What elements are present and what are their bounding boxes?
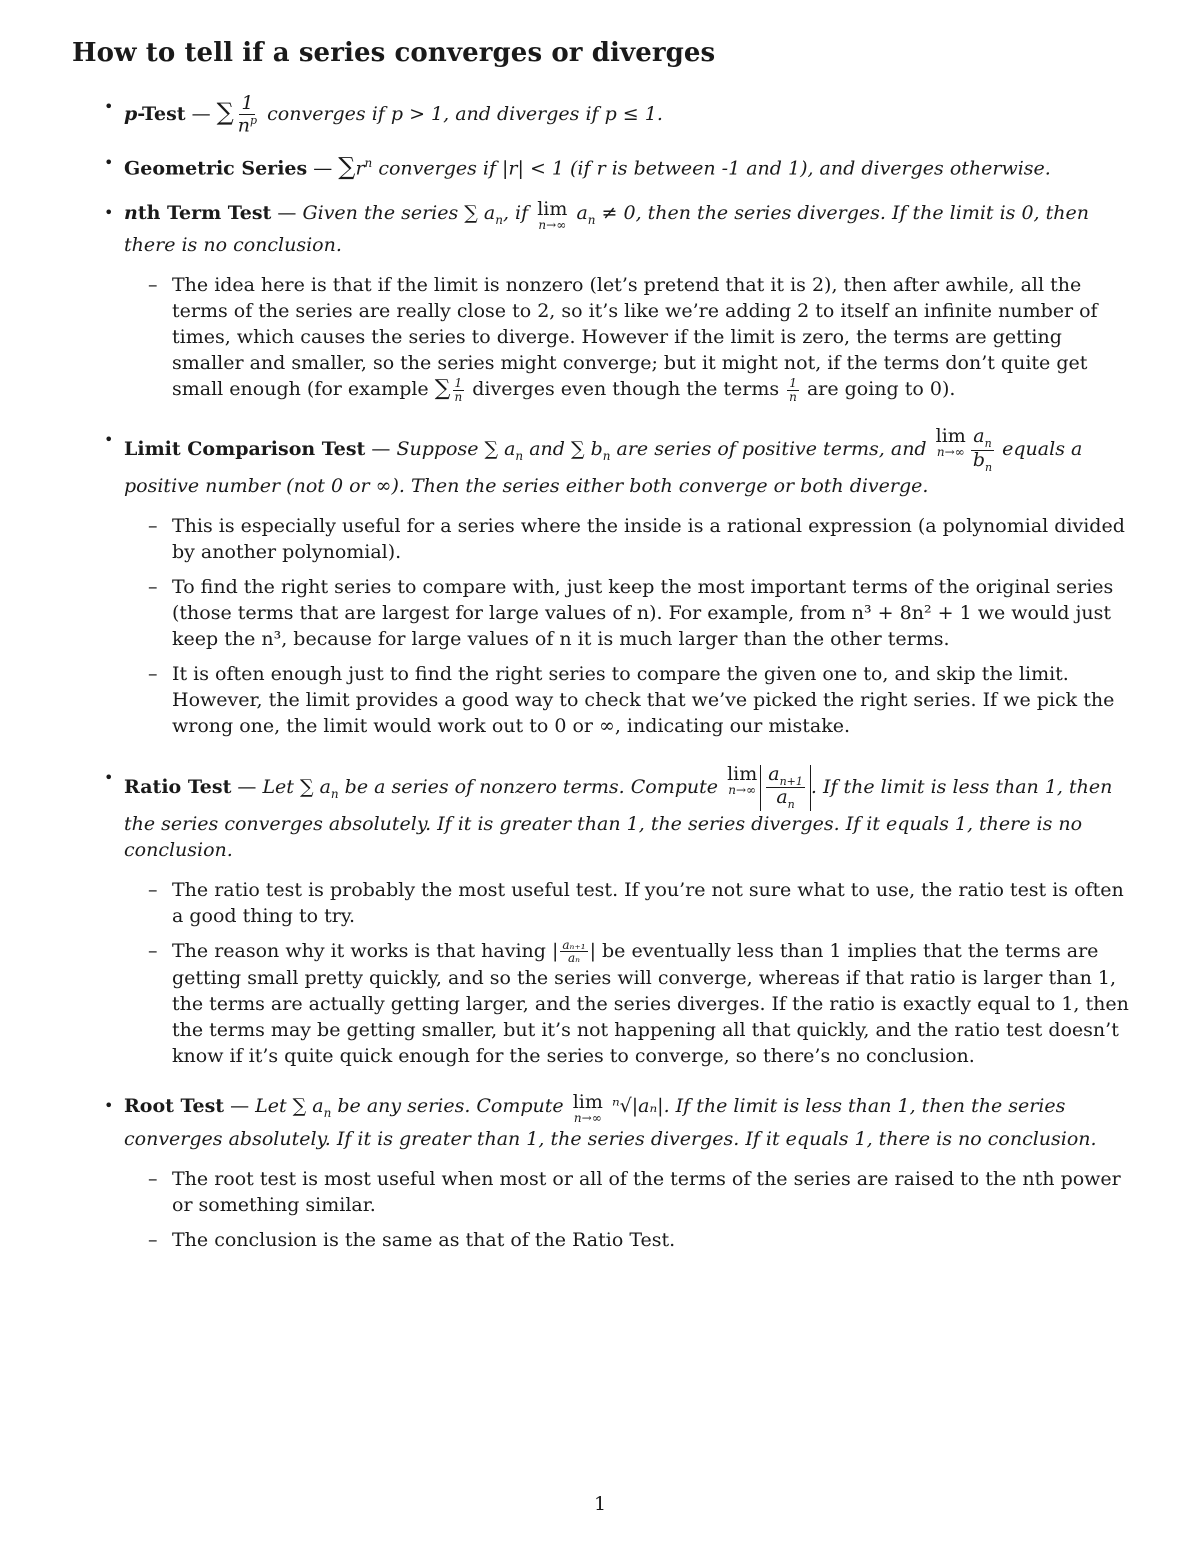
bullet: • bbox=[104, 768, 114, 788]
list-item: – The idea here is that if the limit is nonzero (let’s pretend that it is 2), then after awhile, all the terms of the series are really close to 2, so it’s like we’re adding 2 to itself an infinite number of times, which causes the series to diverge. However if the limit is zero, the terms are getting smaller and smaller, so the series might converge; but it might not, if the terms don’t quite get small enough (for example ∑ $\frac{1}{n}$ diverges even though the terms $\frac{1}{n}$ are going to 0). bbox=[148, 274, 1098, 404]
sum-symbol: ∑ bbox=[216, 98, 234, 127]
root-test-notes bbox=[72, 1166, 1132, 1253]
test-name: Limit Comparison Test bbox=[124, 438, 366, 461]
ratio-test-item: • Ratio Test — Let ∑ $a_n$ be a series of nonzero terms. Compute lim n→∞ $\frac{a_{n+1}}{a_n}$ . If the limit is less than 1, then the series converges absolutely. If it is greater than 1, the series diverges. If it equals 1, there is no conclusion. bbox=[104, 763, 1113, 861]
limit-comparison-notes bbox=[72, 513, 1132, 739]
geometric-series-item: • Geometric Series — $\sum r^n$ converges if |r| < 1 (if r is between -1 and 1), and diverges otherwise. bbox=[72, 150, 1132, 181]
list-item: – It is often enough just to find the right series to compare the given one to, and skip the limit. However, the limit provides a good way to check that we’ve picked the right series. If we pick the wrong one, the limit would work out to 0 or ∞, indicating our mistake. bbox=[148, 663, 1115, 738]
root-test-item: • Root Test — Let ∑ $a_n$ be any series. Compute lim n→∞ ⁿ√|aₙ|. If the limit is less than 1, then the series converges absolutely. If it is greater than 1, the series diverges. If it equals 1, there is no conclusion. bbox=[104, 1090, 1097, 1150]
fraction: $\frac{1}{n^p}$ bbox=[237, 92, 258, 137]
nth-term-notes bbox=[72, 272, 1132, 403]
document-page bbox=[72, 38, 1132, 1267]
sum-symbol: ∑ bbox=[338, 152, 356, 181]
test-name: p-Test bbox=[124, 103, 186, 126]
test-name: Geometric Series bbox=[124, 157, 308, 180]
list-item: – The conclusion is the same as that of the Ratio Test. bbox=[148, 1228, 676, 1251]
test-description: Suppose ∑ $a_n$ and ∑ $b_n$ are series of positive terms, and lim n→∞ $\frac{a_n}{b_n}$ equals a positive number (not 0 or ∞). Then the series either both converge or both diverge. bbox=[124, 425, 1083, 498]
bullet: • bbox=[104, 97, 114, 116]
limit-comparison-test-item: • Limit Comparison Test — Suppose ∑ $a_n$ and ∑ $b_n$ are series of positive terms, and lim n→∞ $\frac{a_n}{b_n}$ equals a positive number (not 0 or ∞). Then the series either both converge or both diverge. bbox=[104, 425, 1083, 498]
p-test-item: • p-Test — ∑ $\frac{1}{n^p}$ converges if p > 1, and diverges if p ≤ 1. bbox=[104, 92, 663, 137]
test-name: nth Term Test bbox=[124, 201, 272, 224]
list-item: – This is especially useful for a series where the inside is a rational expression (a polynomial divided by another polynomial). bbox=[148, 515, 1125, 564]
test-description: converges if |r| < 1 (if r is between -1 and 1), and diverges otherwise. bbox=[378, 157, 1051, 180]
page-number: 1 bbox=[593, 1493, 607, 1515]
list-item: – The root test is most useful when most or all of the terms of the series are raised to the nth power or something similar. bbox=[148, 1167, 1121, 1216]
list-item: – The reason why it works is that having | $\frac{\text{aₙ₊₁}}{\text{aₙ}}$ | be eventually less than 1 implies that the terms are getting small pretty quickly, and so the series will converge, whereas if that ratio is larger than 1, the terms are actually getting larger, and the series diverges. If the ratio is exactly equal to 1, then the terms may be getting smaller, but it’s not happening all that quickly, and the ratio test doesn’t know if it’s quite quick enough for the series to converge, so there’s no conclusion. bbox=[148, 937, 1129, 1067]
test-description: Given the series ∑ $a_n$, if lim n→∞ $a_n \ne 0$, then the series diverges. If the limit is 0, then there is no conclusion. bbox=[124, 197, 1089, 257]
list-item: – The ratio test is probably the most useful test. If you’re not sure what to use, the ratio test is often a good thing to try. bbox=[148, 878, 1124, 927]
bullet: • bbox=[104, 430, 114, 450]
ratio-test-notes bbox=[72, 877, 1132, 1069]
test-description: Let ∑ $a_n$ be a series of nonzero terms. Compute lim n→∞ $\frac{a_{n+1}}{a_n}$ . If the limit is less than 1, then the series converges absolutely. If it is greater than 1, the series diverges. If it equals 1, there is no conclusion. bbox=[124, 763, 1113, 861]
nth-term-test-item: • nth Term Test — Given the series ∑ $a_n$, if lim n→∞ $a_n \ne 0$, then the series diverges. If the limit is 0, then there is no conclusion. bbox=[104, 197, 1089, 257]
page-title: How to tell if a series converges or diverges bbox=[72, 38, 716, 68]
bullet: • bbox=[104, 153, 114, 173]
test-name: Root Test bbox=[124, 1094, 225, 1117]
test-description: Let ∑ $a_n$ be any series. Compute lim n→∞ ⁿ√|aₙ|. If the limit is less than 1, then the series converges absolutely. If it is greater than 1, the series diverges. If it equals 1, there is no conclusion. bbox=[124, 1090, 1097, 1150]
bullet: • bbox=[104, 202, 114, 222]
test-name: Ratio Test bbox=[124, 775, 232, 798]
list-item: – To find the right series to compare with, just keep the most important terms of the original series (those terms that are largest for large values of n). For example, from n³ + 8n² + 1 we would just keep the n³, because for large values of n it is much larger than the other terms. bbox=[148, 576, 1114, 651]
test-description: converges if p > 1, and diverges if p ≤ 1. bbox=[267, 103, 663, 126]
bullet: • bbox=[104, 1095, 114, 1115]
